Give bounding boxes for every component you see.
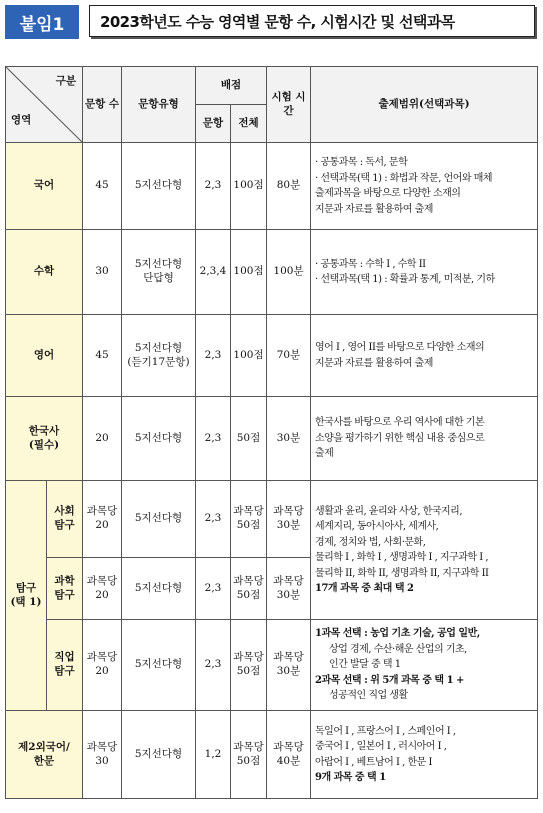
subject-name-line: 한문 [33,754,55,767]
subject-name: 국어 [6,143,83,230]
header-score-item: 문항 [196,105,231,143]
header-scope: 출제범위(선택과목) [311,67,538,143]
score-item: 2,3 [196,558,231,620]
scope-line: 지문과 자료를 활용하여 출제 [315,357,433,369]
header-score: 배점 [196,67,267,105]
exam-table [5,66,538,799]
score-line: 50점 [236,588,261,601]
scope-cell [311,481,538,620]
num-questions: 45 [83,315,122,397]
corner-header [6,67,83,143]
scope-line: 독일어 I , 프랑스어 I , 스페인어 I , [315,725,456,737]
sub-subject-line: 직업 [54,651,75,664]
subject-name: 영어 [6,315,83,397]
score-line: 과목당 [233,505,264,518]
scope-line: · 공통과목 : 수학 I , 수학 II [315,258,426,270]
table-row [6,481,538,558]
score-line: 과목당 [233,740,264,753]
num-line: 30 [95,754,109,767]
question-type-line: (듣기17문항) [127,355,190,368]
num-questions [83,711,122,799]
num-questions [83,558,122,620]
question-type [122,315,196,397]
score-total [231,558,267,620]
time-line: 과목당 [273,651,304,664]
scope-line: 소양을 평가하기 위한 핵심 내용 중심으로 [315,432,485,444]
scope-cell [311,315,538,397]
scope-cell [311,230,538,315]
sub-subject-line: 과학 [54,574,75,587]
time-line: 30분 [276,665,301,677]
num-line: 과목당 [86,740,118,753]
num-questions: 20 [83,397,122,481]
table-row [6,397,538,481]
score-total: 100점 [231,143,267,230]
scope-line: 인간 발달 중 택 1 [329,659,401,671]
scope-line: 세계지리, 동아시아사, 세계사, [315,521,439,532]
num-line: 20 [95,588,109,601]
scope-line: 중국어 I , 일본어 I , 러시아어 I , [315,741,447,752]
question-type: 5지선다형 [122,481,196,558]
scope-line: 성공적인 직업 생활 [329,690,408,702]
time-line: 40분 [276,754,301,767]
scope-highlight: 17개 과목 중 최대 택 2 [315,583,414,594]
sub-subject-line: 탐구 [54,665,75,677]
subject-name [6,711,83,799]
header-time: 시험 시간 [267,67,311,143]
subject-name-line: (필수) [28,438,60,451]
sub-subject-name [47,620,83,711]
scope-highlight: 9개 과목 중 택 1 [315,772,386,783]
scope-cell [311,711,538,799]
appendix-tag: 붙임1 [5,5,79,39]
header-score-total: 전체 [231,105,267,143]
scope-cell [311,620,538,711]
scope-line: 생활과 윤리, 윤리와 사상, 한국지리, [315,505,463,517]
num-line: 과목당 [86,574,118,587]
time-line: 과목당 [273,505,304,518]
time-line: 과목당 [273,574,304,587]
table-row [6,315,538,397]
table-row [6,230,538,315]
document-title: 2023학년도 수능 영역별 문항 수, 시험시간 및 선택과목 [89,5,535,37]
exam-time: 30분 [267,397,311,481]
question-type: 5지선다형 [122,558,196,620]
header [5,5,537,39]
sub-subject-name [47,481,83,558]
question-type-line: 5지선다형 [134,341,183,354]
score-line: 50점 [236,754,261,767]
subject-name-line: 탐구 [15,581,37,594]
scope-line: 상업 경제, 수산·해운 산업의 기초, [329,643,467,655]
sub-subject-line: 탐구 [54,588,75,601]
table-row [6,143,538,230]
header-gubun: 구분 [55,75,76,87]
sub-subject-line: 사회 [54,505,75,518]
score-item: 2,3 [196,315,231,397]
scope-line: · 선택과목(택 1) : 화법과 작문, 언어와 매체 [315,172,493,184]
question-type [122,230,196,315]
num-questions: 30 [83,230,122,315]
scope-line: 영어 I , 영어 II를 바탕으로 다양한 소재의 [315,342,485,353]
subject-name [6,397,83,481]
time-line: 30분 [276,519,301,531]
score-total [231,620,267,711]
scope-line: 아랍어 I , 베트남어 I , 한문 I [315,756,432,768]
sub-subject-name [47,558,83,620]
exam-time [267,620,311,711]
score-line: 과목당 [233,574,264,587]
time-line: 과목당 [273,740,304,753]
scope-line: 물리학 II, 화학 II, 생명과학 II, 지구과학 II [315,567,489,579]
exam-time [267,481,311,558]
score-line: 50점 [236,519,261,531]
subject-name [6,481,47,711]
table-row [6,711,538,799]
score-line: 과목당 [233,651,264,664]
num-questions [83,481,122,558]
header-num-questions: 문항 수 [83,67,122,143]
scope-line: 지문과 자료를 활용하여 출제 [315,203,433,215]
scope-line: · 공통과목 : 독서, 문학 [315,157,408,168]
subject-name: 수학 [6,230,83,315]
question-type: 5지선다형 [122,397,196,481]
subject-name-line: 제2외국어/ [18,740,70,753]
subject-name-line: 한국사 [28,424,60,437]
score-total [231,481,267,558]
exam-time: 80분 [267,143,311,230]
score-line: 50점 [236,665,261,677]
num-questions: 45 [83,143,122,230]
scope-line: 경제, 정치와 법, 사회·문화, [315,536,426,548]
question-type: 5지선다형 [122,711,196,799]
score-total [231,711,267,799]
scope-cell [311,397,538,481]
score-total: 100점 [231,230,267,315]
scope-cell [311,143,538,230]
question-type-line: 5지선다형 [134,258,183,271]
score-item: 2,3,4 [196,230,231,315]
time-line: 30분 [276,588,301,601]
subject-name-line: (택 1) [10,595,42,608]
scope-line: 출제과목을 바탕으로 다양한 소재의 [315,188,461,199]
scope-line: 1과목 선택 : 농업 기초 기술, 공업 일반, [315,628,480,640]
num-line: 과목당 [86,651,118,664]
score-item: 2,3 [196,481,231,558]
question-type-line: 단답형 [143,272,174,284]
score-item: 2,3 [196,620,231,711]
sub-subject-line: 탐구 [54,519,75,531]
score-item: 2,3 [196,143,231,230]
scope-line: 물리학 I , 화학 I , 생명과학 I , 지구과학 I , [315,552,489,563]
scope-line: 출제 [315,448,334,460]
table-row [6,620,538,711]
num-line: 과목당 [86,505,118,518]
num-line: 20 [95,665,109,677]
num-line: 20 [95,519,109,531]
exam-time [267,558,311,620]
question-type: 5지선다형 [122,620,196,711]
score-total: 50점 [231,397,267,481]
header-question-type: 문항유형 [122,67,196,143]
score-total: 100점 [231,315,267,397]
exam-time [267,711,311,799]
scope-line: · 선택과목(택 1) : 확률과 통계, 미적분, 기하 [315,274,495,285]
score-item: 1,2 [196,711,231,799]
scope-line: 2과목 선택 : 위 5개 과목 중 택 1 + [315,674,464,686]
exam-time: 100분 [267,230,311,315]
scope-line: 한국사를 바탕으로 우리 역사에 대한 기본 [315,417,485,429]
exam-time: 70분 [267,315,311,397]
score-item: 2,3 [196,397,231,481]
question-type: 5지선다형 [122,143,196,230]
header-yeongyeok: 영역 [11,114,32,127]
num-questions [83,620,122,711]
